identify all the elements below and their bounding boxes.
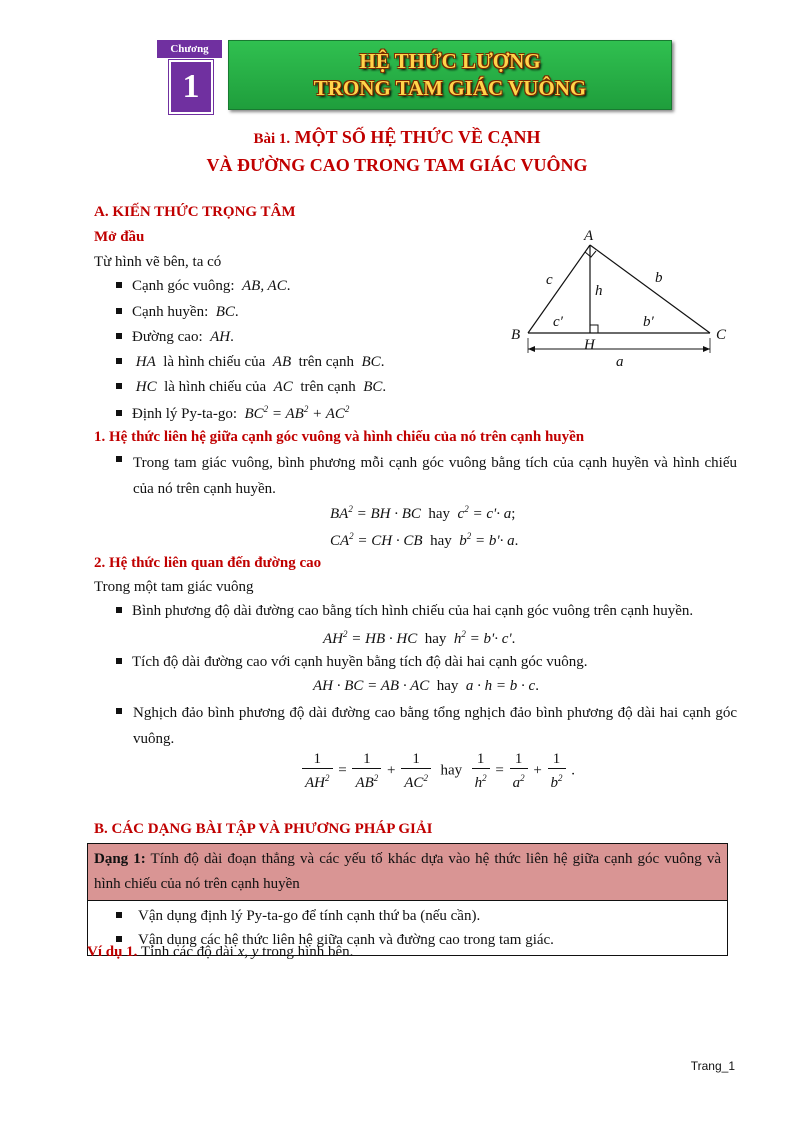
hay-word: hay (424, 631, 447, 647)
example-1-label: Ví dụ 1. (87, 944, 138, 960)
dang-1-text: Tính độ dài đoạn thẳng và các yếu tố khác dựa vào hệ thức liên hệ giữa cạnh góc vuông và hình chiếu của nó trên cạnh huyền (94, 851, 721, 892)
example-1-end: trong hình bên. (262, 944, 354, 960)
bullet-projection-hc: HC là hình chiếu của AC trên cạnh BC. (116, 379, 386, 396)
bullet-icon (116, 308, 122, 314)
formula-ba-squared: $BA^2$ = BH · BC hay $c^2 = c'\cdot a$; (330, 504, 516, 522)
bullet-icon (116, 936, 122, 942)
formula-reciprocal: $\frac{1}{AH^2}$ = $\frac{1}{AB^2}$ + $\frac{1}{AC^2}$ hay $\frac{1}{h^2}$ = $\frac{1}{a^2}$ + $\frac{1}{b^2}$ . (300, 750, 575, 792)
label-h-vertex: H (584, 337, 595, 353)
section-a-intro: Từ hình vẽ bên, ta có (94, 254, 222, 270)
chapter-badge (157, 40, 222, 110)
bullet-text: là hình chiếu của (164, 379, 267, 395)
section-b-heading: B. CÁC DẠNG BÀI TẬP VÀ PHƯƠNG PHÁP GIẢI (94, 821, 433, 837)
lesson-title-line-1 (160, 127, 634, 148)
chapter-label: Chương (157, 40, 222, 58)
label-b-prime: b′ (643, 314, 654, 330)
page-number: Trang_1 (690, 1059, 735, 1073)
hay-word: hay (440, 762, 463, 779)
right-triangle-figure (505, 225, 740, 370)
bullet-icon (116, 358, 122, 364)
method-1 (116, 904, 727, 928)
part-1-text: Trong tam giác vuông, bình phương mỗi cạnh góc vuông bằng tích của cạnh huyền và hình chiếu của nó trên cạnh huyền. (133, 455, 737, 497)
section-a-subheading: Mở đầu (94, 229, 145, 245)
bullet-icon (116, 607, 122, 613)
lesson-title-1: MỘT SỐ HỆ THỨC VỀ CẠNH (294, 127, 541, 147)
lesson-prefix: Bài 1. (253, 131, 291, 147)
chapter-number: 1 (169, 60, 213, 114)
bullet-icon (116, 410, 122, 416)
bullet-math: AH (210, 329, 231, 345)
bullet-icon (116, 333, 122, 339)
bullet-math: BC (363, 379, 383, 395)
lesson-title-2: VÀ ĐƯỜNG CAO TRONG TAM GIÁC VUÔNG (206, 155, 588, 175)
section-a-heading: A. KIẾN THỨC TRỌNG TÂM (94, 204, 296, 220)
bullet-icon (116, 658, 122, 664)
part-2-bullet-3-icon (116, 704, 132, 721)
bullet-text: trên cạnh (298, 354, 355, 370)
part-2-bullet-2 (116, 654, 588, 671)
bullet-hypotenuse: Cạnh huyền: BC. (116, 304, 239, 321)
bullet-math: AB (272, 354, 292, 370)
bullet-pythagoras (116, 404, 349, 423)
dang-1-label: Dạng 1: (94, 851, 146, 867)
bullet-text: Bình phương độ dài đường cao bằng tích hình chiếu của hai cạnh góc vuông trên cạnh huyền. (132, 603, 694, 619)
bullet-projection-ha: HA là hình chiếu của AB trên cạnh BC. (116, 354, 384, 371)
label-b-vertex: B (511, 327, 521, 343)
part-1-bullet-icon-wrap (116, 452, 132, 469)
label-side-a: a (616, 354, 624, 370)
part-2-heading: 2. Hệ thức liên quan đến đường cao (94, 555, 322, 571)
bullet-math: AC (273, 379, 293, 395)
pythagoras-formula: $BC^2 = AB^2 + AC^2$ (244, 404, 350, 422)
bullet-text: trên cạnh (300, 379, 356, 395)
bullet-math: AB, AC (242, 278, 287, 294)
bullet-text: Tích độ dài đường cao với cạnh huyền bằng tích độ dài hai cạnh góc vuông. (132, 654, 588, 670)
banner-line-2: TRONG TAM GIÁC VUÔNG (313, 76, 587, 100)
bullet-legs: Cạnh góc vuông: AB, AC. (116, 278, 290, 295)
bullet-text: là hình chiếu của (163, 354, 266, 370)
bullet-text: Cạnh góc vuông: (132, 278, 235, 294)
bullet-math: HA (135, 354, 156, 370)
bullet-text: Cạnh huyền: (132, 304, 209, 320)
label-side-c: c (546, 272, 553, 288)
bullet-icon (116, 282, 122, 288)
method-1-text: Vận dụng định lý Py-ta-go để tính cạnh thứ ba (nếu cần). (138, 908, 481, 924)
formula-ah-bc: AH · BC = AB · AC hay a · h = b · c. (313, 678, 539, 694)
hay-word: hay (428, 506, 451, 522)
part-1-heading: 1. Hệ thức liên hệ giữa cạnh góc vuông và hình chiếu của nó trên cạnh huyền (94, 429, 585, 445)
example-1: Ví dụ 1. Tính các độ dài x, y trong hình bên. (87, 944, 354, 960)
hay-word: hay (430, 533, 452, 549)
example-1-text: Tính các độ dài (140, 944, 234, 960)
label-c-prime: c′ (553, 314, 563, 330)
bullet-text: Định lý Py-ta-go: (132, 406, 237, 422)
label-c-vertex: C (716, 327, 727, 343)
label-height-h: h (595, 283, 603, 299)
banner-line-1: HỆ THỨC LƯỢNG (359, 49, 541, 73)
dang-1-box (87, 843, 728, 956)
part-2-bullet-1 (116, 603, 693, 620)
dang-1-header (88, 844, 727, 901)
hay-word: hay (436, 678, 459, 694)
label-a-vertex: A (584, 228, 594, 244)
bullet-math: BC (215, 304, 235, 320)
formula-h-squared: $AH^2$ = HB · HC hay $h^2 = b'\cdot c'$. (323, 629, 516, 647)
part-2-intro: Trong một tam giác vuông (94, 579, 254, 595)
bullet-icon (116, 708, 122, 714)
bullet-math: BC (361, 354, 381, 370)
bullet-icon (116, 383, 122, 389)
part-2-bullet-3: Nghịch đảo bình phương độ dài đường cao bằng tổng nghịch đảo bình phương độ dài hai cạnh góc vuông. (133, 705, 737, 747)
bullet-icon (116, 456, 122, 462)
example-y: y (251, 944, 259, 960)
label-side-b: b (655, 270, 663, 286)
right-angle-marker-h (590, 325, 598, 333)
bullet-altitude: Đường cao: AH. (116, 329, 234, 346)
method-2-text: Vận dụng các hệ thức liên hệ giữa cạnh và đường cao trong tam giác. (138, 932, 554, 948)
bullet-math: HC (135, 379, 157, 395)
chapter-banner (228, 40, 672, 110)
bullet-text: Đường cao: (132, 329, 203, 345)
example-x: x (237, 944, 245, 960)
formula-ca-squared: $CA^2$ = CH · CB hay $b^2 = b'\cdot a$. (330, 531, 519, 549)
bullet-icon (116, 912, 122, 918)
